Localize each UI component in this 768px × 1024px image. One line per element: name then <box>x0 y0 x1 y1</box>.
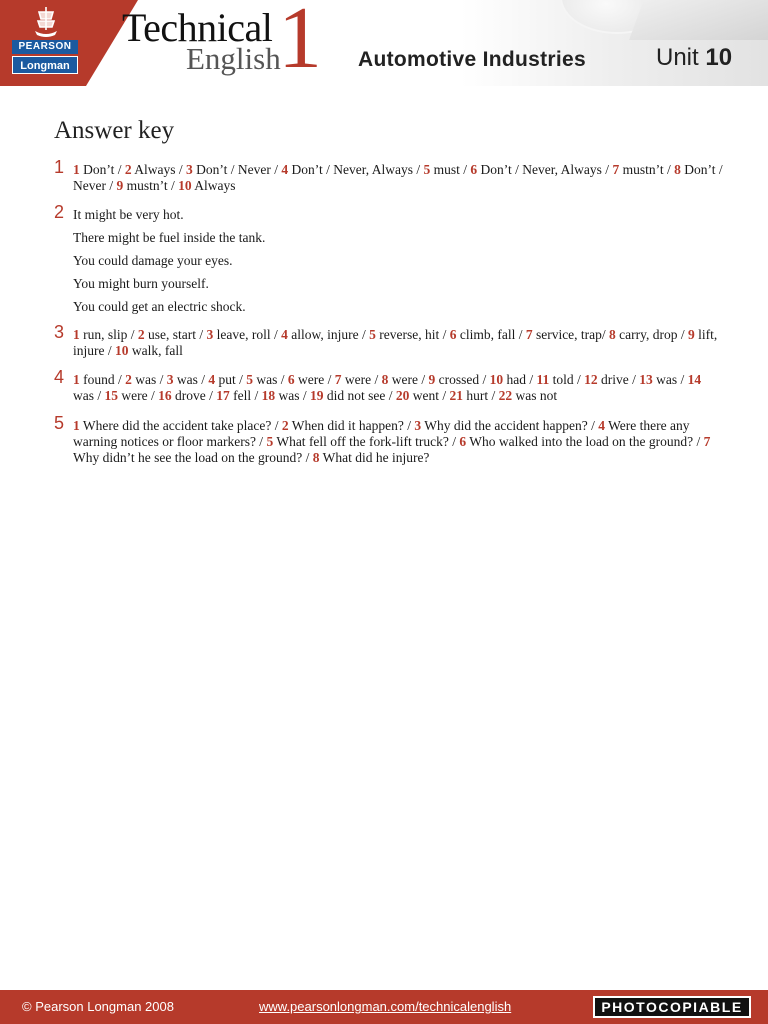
answer-text: was / <box>278 388 307 403</box>
book-title-line2: English <box>186 41 281 76</box>
book-level-number: 1 <box>278 0 322 86</box>
answer-text: was not <box>515 388 558 403</box>
answer-text: service, trap/ <box>535 327 606 342</box>
answer-number: 13 <box>639 372 653 387</box>
answer-text: leave, roll / <box>216 327 278 342</box>
answer-text: walk, fall <box>131 343 183 358</box>
answer-number: 22 <box>498 388 513 403</box>
answer-number: 20 <box>395 388 410 403</box>
answer-text: drive / <box>601 372 636 387</box>
answer-text: carry, drop / <box>619 327 685 342</box>
answer-number: 9 <box>428 372 436 387</box>
answer-text: found / <box>83 372 122 387</box>
answer-number: 8 <box>609 327 616 342</box>
page-header <box>0 0 768 86</box>
answer-text: Don’t / <box>83 162 122 177</box>
answer-number: 5 <box>423 162 431 177</box>
answer-text: told / <box>552 372 581 387</box>
photocopiable-badge: PHOTOCOPIABLE <box>593 996 751 1018</box>
logo-publisher-text: PEARSON <box>12 40 78 54</box>
answer-text: What fell off the fork-lift truck? / <box>276 434 457 449</box>
answer-number: 1 <box>73 372 80 387</box>
answer-text: was / <box>73 388 102 403</box>
answer-number: 10 <box>115 343 129 358</box>
copyright-notice: © Pearson Longman 2008 <box>22 999 174 1014</box>
answer-number: 5 <box>266 434 274 449</box>
answer-text: crossed / <box>438 372 487 387</box>
website-link[interactable]: www.pearsonlongman.com/technicalenglish <box>259 999 512 1014</box>
ship-icon <box>34 6 58 38</box>
section-sentences <box>73 207 723 322</box>
answer-text: was / <box>176 372 205 387</box>
answer-text: Don’t / Never, Always / <box>291 162 421 177</box>
answer-text: allow, injure / <box>291 327 366 342</box>
answer-text: went / <box>412 388 447 403</box>
answer-text: Don’t / Never, Always / <box>480 162 610 177</box>
answer-number: 1 <box>73 418 80 433</box>
answer-number: 10 <box>178 178 192 193</box>
answer-number: 4 <box>281 162 289 177</box>
answer-number: 8 <box>312 450 320 465</box>
answer-number: 6 <box>287 372 295 387</box>
answer-number: 2 <box>281 418 289 433</box>
answer-number: 6 <box>449 327 457 342</box>
answer-text: was / <box>135 372 164 387</box>
answer-number: 11 <box>536 372 550 387</box>
section-number: 2 <box>54 202 65 222</box>
answer-number: 19 <box>309 388 324 403</box>
answer-number: 4 <box>598 418 605 433</box>
logo-imprint-text: Longman <box>12 56 78 74</box>
answer-text: was / <box>656 372 685 387</box>
answer-number: 2 <box>125 372 132 387</box>
answer-sentence: You might burn yourself. <box>73 276 209 291</box>
answer-number: 8 <box>381 372 389 387</box>
section-number: 3 <box>54 322 65 342</box>
answer-text: had / <box>506 372 534 387</box>
answer-text: Why didn’t he see the load on the ground? / <box>73 450 310 465</box>
answer-number: 21 <box>449 388 463 403</box>
answer-text: were / <box>344 372 379 387</box>
answer-number: 1 <box>73 162 80 177</box>
answer-text: climb, fall / <box>459 327 523 342</box>
answer-number: 8 <box>674 162 681 177</box>
answer-number: 12 <box>584 372 598 387</box>
answer-text: Who walked into the load on the ground? / <box>469 434 701 449</box>
answer-text: mustn’t / <box>622 162 671 177</box>
answer-sentence: There might be fuel inside the tank. <box>73 230 266 245</box>
answer-text: fell / <box>233 388 259 403</box>
answer-number: 7 <box>612 162 620 177</box>
answer-text: Why did the accident happen? / <box>424 418 595 433</box>
answer-text: drove / <box>174 388 213 403</box>
answer-number: 4 <box>208 372 216 387</box>
answer-number: 3 <box>206 327 214 342</box>
answer-number: 2 <box>137 327 145 342</box>
section-number: 5 <box>54 413 65 433</box>
section-answers <box>73 162 723 194</box>
book-title-line1: Technical <box>122 5 273 50</box>
answer-text: was / <box>256 372 285 387</box>
answer-text: were / <box>298 372 332 387</box>
answer-sentence: You could get an electric shock. <box>73 299 246 314</box>
answer-text: put / <box>218 372 243 387</box>
answer-text: Always <box>194 178 236 193</box>
subject-title: Automotive Industries <box>358 48 586 71</box>
answer-number: 7 <box>334 372 342 387</box>
answer-number: 3 <box>186 162 193 177</box>
section-answers <box>73 418 723 466</box>
answer-number: 15 <box>104 388 118 403</box>
answer-sentence: You could damage your eyes. <box>73 253 233 268</box>
answer-number: 6 <box>470 162 478 177</box>
answer-text: Don’t / Never / <box>73 162 723 193</box>
answer-text: lift, injure / <box>73 327 718 358</box>
answer-text: did not see / <box>326 388 393 403</box>
answer-number: 9 <box>116 178 124 193</box>
answer-text: were / <box>391 372 426 387</box>
unit-label <box>656 44 732 72</box>
answer-number: 1 <box>73 327 80 342</box>
answer-text: hurt / <box>466 388 496 403</box>
answer-text: Always / <box>134 162 183 177</box>
answer-text: mustn’t / <box>126 178 175 193</box>
answer-number: 16 <box>158 388 172 403</box>
answer-number: 17 <box>216 388 230 403</box>
answer-number: 10 <box>489 372 504 387</box>
answer-text: What did he injure? <box>322 450 430 465</box>
answer-number: 2 <box>124 162 132 177</box>
answer-number: 4 <box>281 327 288 342</box>
header-decoration <box>629 0 768 40</box>
section-answers <box>73 327 723 359</box>
answer-text: Were there any warning notices or floor markers? / <box>73 418 690 449</box>
answer-text: When did it happen? / <box>291 418 412 433</box>
answer-text: run, slip / <box>83 327 135 342</box>
section-answers <box>73 372 723 404</box>
answer-number: 3 <box>166 372 174 387</box>
answer-number: 14 <box>687 372 702 387</box>
answer-sentence: It might be very hot. <box>73 207 184 222</box>
answer-number: 6 <box>459 434 467 449</box>
answer-number: 7 <box>525 327 533 342</box>
unit-word: Unit <box>656 44 699 71</box>
publisher-logo <box>12 6 78 74</box>
answer-number: 3 <box>414 418 422 433</box>
answer-number: 5 <box>246 372 254 387</box>
answer-number: 7 <box>703 434 711 449</box>
answer-number: 5 <box>369 327 376 342</box>
answer-text: reverse, hit / <box>379 327 447 342</box>
answer-text: must / <box>433 162 467 177</box>
unit-number: 10 <box>705 44 733 71</box>
section-number: 4 <box>54 367 65 387</box>
answer-text: Where did the accident take place? / <box>82 418 279 433</box>
page-footer <box>0 990 768 1024</box>
answer-text: use, start / <box>148 327 204 342</box>
page-heading: Answer key <box>54 117 175 144</box>
section-number: 1 <box>54 157 65 177</box>
answer-text: were / <box>121 388 155 403</box>
answer-number: 9 <box>688 327 695 342</box>
answer-number: 18 <box>261 388 276 403</box>
answer-text: Don’t / Never / <box>196 162 279 177</box>
